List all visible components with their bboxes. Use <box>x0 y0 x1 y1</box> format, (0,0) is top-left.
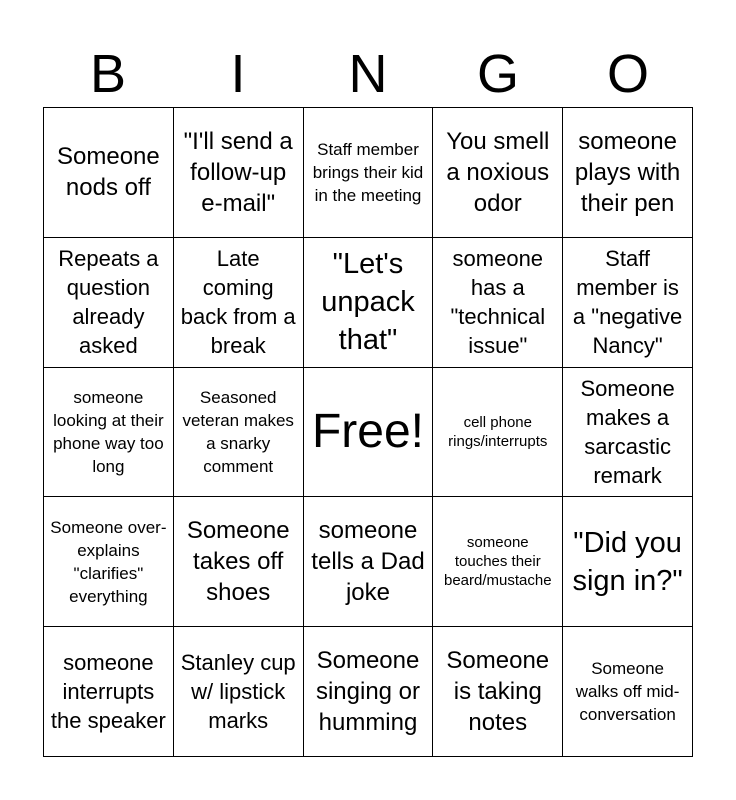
header-letter-g: G <box>476 44 519 104</box>
bingo-cell-r5-c1[interactable] <box>44 627 174 757</box>
cell-text: Someone nods off <box>57 143 160 202</box>
bingo-cell-r2-c1[interactable] <box>44 238 174 368</box>
bingo-cell-r2-c5[interactable] <box>563 238 693 368</box>
bingo-cell-r1-c4[interactable] <box>433 108 563 238</box>
bingo-cell-r5-c3[interactable] <box>304 627 434 757</box>
bingo-cell-r5-c4[interactable] <box>433 627 563 757</box>
free-space-text: Free! <box>311 404 424 458</box>
cell-text: Late coming back from a break <box>180 246 296 359</box>
cell-text: someone interrupts the speaker <box>50 650 166 734</box>
header-letter-o: O <box>606 44 649 104</box>
cell-text: Someone is taking notes <box>446 647 550 737</box>
cell-text: Staff member is a "negative Nancy" <box>572 246 683 359</box>
bingo-cell-r4-c2[interactable] <box>174 497 304 627</box>
bingo-cell-r4-c3[interactable] <box>304 497 434 627</box>
cell-text: someone looking at their phone way too long <box>53 387 164 476</box>
cell-text: cell phone rings/interrupts <box>448 413 548 450</box>
cell-text: Repeats a question already asked <box>58 246 159 359</box>
bingo-cell-r5-c2[interactable] <box>174 627 304 757</box>
cell-text: Staff member brings their kid in the meeting <box>312 139 424 205</box>
bingo-grid <box>43 107 693 757</box>
bingo-cell-r3-c5[interactable] <box>563 368 693 498</box>
cell-text: Someone walks off mid-conversation <box>575 659 680 725</box>
cell-text: someone touches their beard/mustache <box>444 534 552 590</box>
cell-text: Seasoned veteran makes a snarky comment <box>182 387 294 476</box>
cell-text: "Did you sign in?" <box>572 526 683 597</box>
cell-text: someone has a "technical issue" <box>450 246 546 359</box>
cell-text: someone plays with their pen <box>574 127 681 217</box>
bingo-cell-r1-c3[interactable] <box>304 108 434 238</box>
cell-text: someone tells a Dad joke <box>311 517 425 607</box>
bingo-cell-r1-c2[interactable] <box>174 108 304 238</box>
cell-text: "Let's unpack that" <box>321 248 415 357</box>
cell-text: Someone makes a sarcastic remark <box>580 375 675 488</box>
cell-text: Someone over-explains "clarifies" everything <box>50 517 167 606</box>
bingo-cell-free[interactable] <box>304 368 434 498</box>
header-letter-b: B <box>89 44 127 104</box>
bingo-cell-r4-c5[interactable] <box>563 497 693 627</box>
bingo-cell-r2-c2[interactable] <box>174 238 304 368</box>
bingo-cell-r4-c4[interactable] <box>433 497 563 627</box>
header-letter-i: I <box>230 44 246 104</box>
bingo-cell-r3-c2[interactable] <box>174 368 304 498</box>
bingo-cell-r3-c1[interactable] <box>44 368 174 498</box>
bingo-cell-r4-c1[interactable] <box>44 497 174 627</box>
cell-text: "I'll send a follow-up e-mail" <box>183 127 293 217</box>
bingo-cell-r1-c1[interactable] <box>44 108 174 238</box>
bingo-header <box>43 40 693 108</box>
bingo-cell-r3-c4[interactable] <box>433 368 563 498</box>
bingo-cell-r2-c4[interactable] <box>433 238 563 368</box>
cell-text: Someone takes off shoes <box>186 517 290 607</box>
bingo-cell-r1-c5[interactable] <box>563 108 693 238</box>
cell-text: Someone singing or humming <box>315 647 421 737</box>
cell-text: You smell a noxious odor <box>446 127 550 217</box>
bingo-cell-r5-c5[interactable] <box>563 627 693 757</box>
header-letter-n: N <box>348 44 388 104</box>
cell-text: Stanley cup w/ lipstick marks <box>180 650 296 734</box>
bingo-cell-r2-c3[interactable] <box>304 238 434 368</box>
